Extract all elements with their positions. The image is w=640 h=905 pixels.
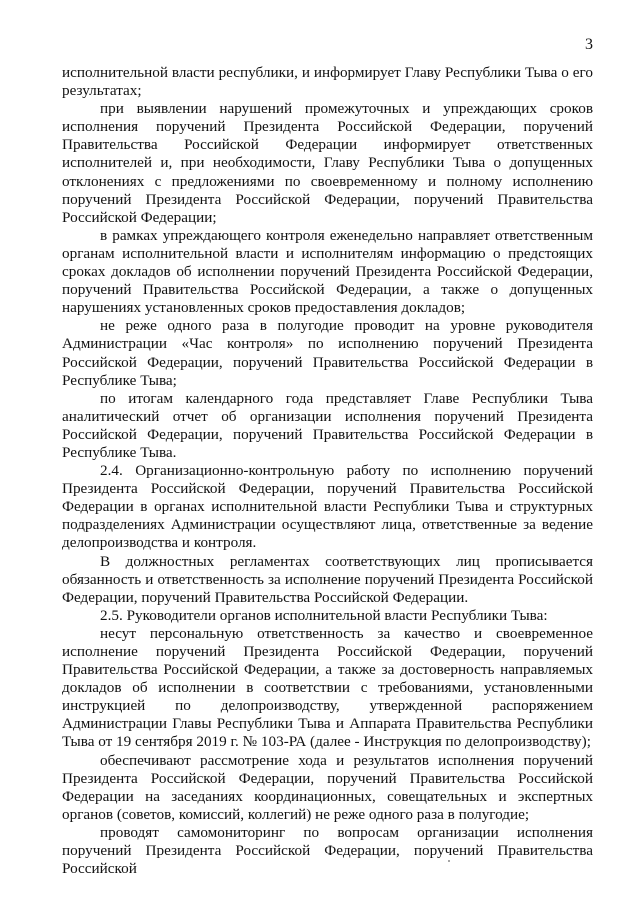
paragraph-truncated: проводят самомониторинг по вопросам организации исполнения поручений Президента Российской Федерации, поручений Правительства Российской: [62, 823, 593, 878]
paragraph: по итогам календарного года представляет Главе Республики Тыва аналитический отчет об организации исполнения поручений Президента Российской Федерации, поручений Правительства Российской Федерации в Республике Тыва.: [62, 389, 593, 461]
scan-speck: [448, 860, 450, 862]
page-number: 3: [585, 36, 593, 53]
paragraph: не реже одного раза в полугодие проводит на уровне руководителя Администрации «Час контроля» по исполнению поручений Президента Российской Федерации, поручений Правительства Российской Федерации в Республике Тыва;: [62, 317, 593, 389]
paragraph: В должностных регламентах соответствующих лиц прописывается обязанность и ответственность за исполнение поручений Президента Российской Федерации, поручений Правительства Российской Федерации.: [62, 552, 593, 606]
paragraph-continuation: исполнительной власти республики, и информирует Главу Республики Тыва о его результатах;: [62, 64, 593, 100]
document-body: [62, 64, 593, 878]
paragraph: несут персональную ответственность за качество и своевременное исполнение поручений Президента Российской Федерации, поручений Правительства Российской Федерации, а также за достоверность направляемых докладов об исполнении в соответствии с требованиями, установленными инструкцией по делопроизводству, утвержденной распоряжением Администрации Главы Республики Тыва и Аппарата Правительства Республики Тыва от 19 сентября 2019 г. № 103-РА (далее - Инструкция по делопроизводству);: [62, 624, 593, 751]
paragraph: при выявлении нарушений промежуточных и упреждающих сроков исполнения поручений Президента Российской Федерации, поручений Правительства Российской Федерации информирует ответственных исполнителей и, при необходимости, Главу Республики Тыва о допущенных отклонениях с предложениями по своевременному и полному исполнению поручений Президента Российской Федерации, поручений Правительства Российской Федерации;: [62, 100, 593, 226]
paragraph-section-2-4: 2.4. Организационно-контрольную работу по исполнению поручений Президента Российской Федерации, поручений Правительства Российской Федерации в органах исполнительной власти Республики Тыва и структурных подразделениях Администрации осуществляют лица, ответственные за ведение делопроизводства и контроля.: [62, 462, 593, 552]
paragraph: в рамках упреждающего контроля еженедельно направляет ответственным органам исполнительной власти и исполнителям информацию о предстоящих сроках докладов об исполнении поручений Президента Российской Федерации, поручений Правительства Российской Федерации, а также о допущенных нарушениях установленных сроков предоставления докладов;: [62, 226, 593, 317]
paragraph-section-2-5: 2.5. Руководители органов исполнительной власти Республики Тыва:: [100, 606, 548, 624]
paragraph: обеспечивают рассмотрение хода и результатов исполнения поручений Президента Российской Федерации, поручений Правительства Российской Федерации на заседаниях координационных, совещательных и экспертных органов (советов, комиссий, коллегий) не реже одного раза в полугодие;: [62, 751, 593, 823]
